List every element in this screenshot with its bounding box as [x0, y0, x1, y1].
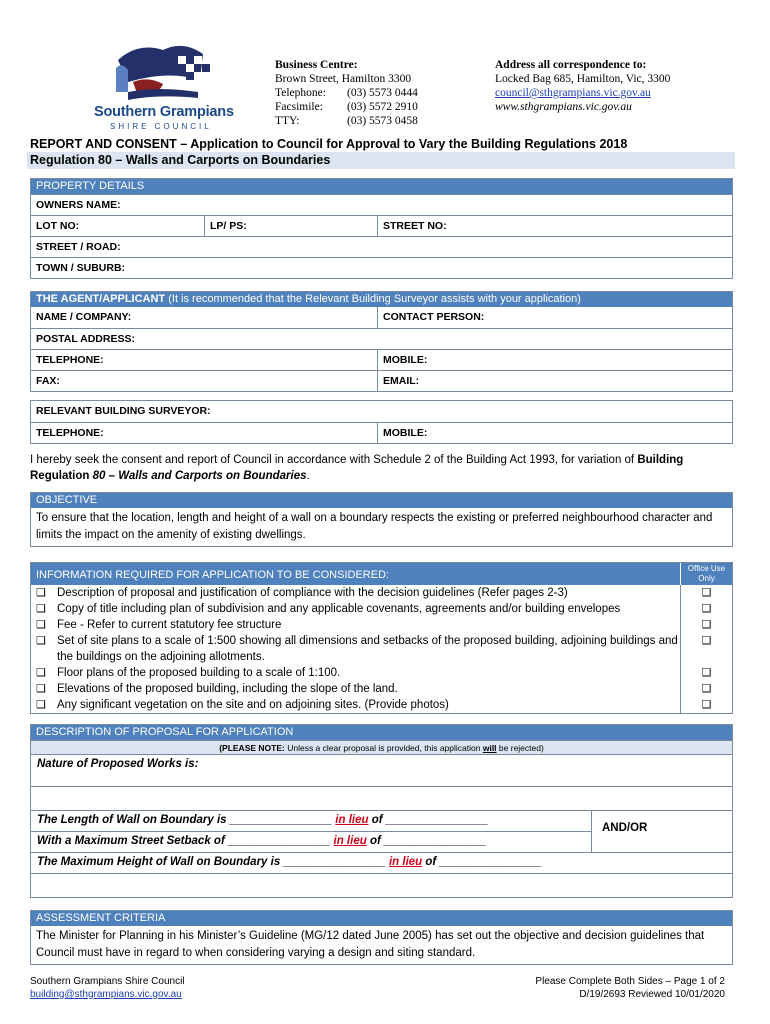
- nature-blank-line[interactable]: [31, 786, 732, 810]
- assessment-text: The Minister for Planning in his Minister’s Guideline (MG/12 dated June 2005) has set out the objective and decision guidelines that Council must have in regard to when considering varying a design and siting standard.: [36, 930, 705, 959]
- surveyor-section: [30, 400, 733, 444]
- checkbox-icon[interactable]: ❑: [36, 683, 46, 695]
- telephone-field[interactable]: TELEPHONE:: [36, 354, 104, 366]
- surveyor-telephone-field[interactable]: TELEPHONE:: [36, 427, 104, 439]
- checkbox-icon[interactable]: ❑: [36, 635, 46, 647]
- info-heading-row: [31, 563, 732, 585]
- footer-left: [30, 975, 185, 1001]
- assessment-criteria-section: [30, 910, 733, 965]
- checkbox-icon[interactable]: ❑: [36, 587, 46, 599]
- office-use-label: Office Use Only: [680, 563, 732, 585]
- objective-text: To ensure that the location, length and height of a wall on a boundary respects the existing or preferred neighbourhood character and limits the impact on the amenity of existing dwellings.: [36, 512, 713, 541]
- checkbox-icon[interactable]: ❑: [36, 699, 46, 711]
- name-row: [31, 307, 732, 328]
- wall-measurements: [31, 810, 732, 852]
- form-subtitle: Regulation 80 – Walls and Carports on Boundaries: [27, 152, 735, 169]
- surveyor-mobile-field[interactable]: MOBILE:: [377, 423, 732, 443]
- office-checkbox-icon[interactable]: ❑: [680, 697, 732, 713]
- fax-row: [31, 370, 732, 391]
- mobile-field[interactable]: MOBILE:: [377, 350, 732, 370]
- list-item: ❑ Fee - Refer to current statutory fee structure ❑: [31, 617, 732, 633]
- street-no-field[interactable]: STREET NO:: [377, 216, 732, 236]
- objective-section: [30, 492, 733, 547]
- council-email-link[interactable]: council@sthgrampians.vic.gov.au: [495, 87, 651, 99]
- property-details-section: [30, 178, 733, 279]
- checkbox-icon[interactable]: ❑: [36, 603, 46, 615]
- business-row: Facsimile: (03) 5572 2910: [275, 101, 418, 113]
- office-checkbox-icon[interactable]: ❑: [680, 601, 732, 617]
- office-checkbox-icon[interactable]: ❑: [680, 665, 732, 681]
- logo-subtext: SHIRE COUNCIL: [110, 122, 212, 131]
- correspondence-heading: Address all correspondence to:: [495, 59, 647, 71]
- section-heading: ASSESSMENT CRITERIA: [31, 911, 732, 926]
- list-item: ❑ Any significant vegetation on the site and on adjoining sites. (Provide photos) ❑: [31, 697, 732, 713]
- section-heading: PROPERTY DETAILS: [31, 179, 732, 194]
- agent-applicant-section: [30, 291, 733, 392]
- fax-field[interactable]: FAX:: [36, 375, 60, 387]
- section-heading: INFORMATION REQUIRED FOR APPLICATION TO BE CONSIDERED:: [36, 569, 390, 581]
- surveyor-phone-row: [31, 422, 732, 443]
- wall-length-field[interactable]: The Length of Wall on Boundary is ________________ in lieu of ________________: [37, 814, 489, 826]
- business-row: Telephone: (03) 5573 0444: [275, 87, 418, 99]
- street-setback-field[interactable]: With a Maximum Street Setback of ________________ in lieu of ________________: [31, 831, 591, 852]
- proposal-section: [30, 724, 733, 898]
- business-address: Brown Street, Hamilton 3300: [275, 73, 412, 85]
- office-checkbox-icon[interactable]: ❑: [680, 681, 732, 697]
- phone-row: [31, 349, 732, 370]
- town-suburb-field[interactable]: TOWN / SUBURB:: [31, 257, 732, 278]
- lot-row: [31, 215, 732, 236]
- footer-doc-ref: D/19/2693 Reviewed 10/01/2020: [579, 989, 725, 1000]
- owners-name-field[interactable]: OWNERS NAME:: [31, 194, 732, 215]
- surveyor-field[interactable]: RELEVANT BUILDING SURVEYOR:: [36, 405, 211, 417]
- height-blank-line[interactable]: [31, 873, 732, 897]
- consent-paragraph: I hereby seek the consent and report of Council in accordance with Schedule 2 of the Building Act 1993, for variation of Building Regulation 80 – Walls and Carports on Boundaries.: [30, 454, 684, 482]
- list-item: ❑ Copy of title including plan of subdivision and any applicable covenants, agreements and/or building envelopes ❑: [31, 601, 732, 617]
- list-item: ❑ Description of proposal and justification of compliance with the decision guidelines (Refer pages 2-3) ❑: [31, 585, 732, 601]
- list-item: ❑ Elevations of the proposed building, including the slope of the land. ❑: [31, 681, 732, 697]
- correspondence-address: Locked Bag 685, Hamilton, Vic, 3300: [495, 73, 671, 85]
- andor-label: AND/OR: [591, 811, 732, 852]
- checkbox-icon[interactable]: ❑: [36, 619, 46, 631]
- footer-council-name: Southern Grampians Shire Council: [30, 976, 185, 987]
- street-road-field[interactable]: STREET / ROAD:: [31, 236, 732, 257]
- section-heading: OBJECTIVE: [31, 493, 732, 508]
- postal-address-field[interactable]: POSTAL ADDRESS:: [31, 328, 732, 349]
- information-required-section: [30, 562, 733, 714]
- business-centre: [275, 58, 418, 128]
- business-heading: Business Centre:: [275, 59, 358, 71]
- footer-right: [520, 975, 725, 1001]
- correspondence: [495, 58, 670, 114]
- logo-text: Southern Grampians: [94, 104, 234, 120]
- section-heading: DESCRIPTION OF PROPOSAL FOR APPLICATION: [31, 725, 732, 740]
- name-company-field[interactable]: NAME / COMPANY:: [36, 311, 132, 323]
- checkbox-icon[interactable]: ❑: [36, 667, 46, 679]
- business-row: TTY: (03) 5573 0458: [275, 115, 418, 127]
- wall-height-field[interactable]: The Maximum Height of Wall on Boundary is ________________ in lieu of ________________: [31, 852, 732, 873]
- form-title: REPORT AND CONSENT – Application to Council for Approval to Vary the Building Regulations 2018: [30, 137, 628, 151]
- section-heading: THE AGENT/APPLICANT (It is recommended that the Relevant Building Surveyor assists with your application): [31, 292, 732, 307]
- office-checkbox-icon[interactable]: ❑: [680, 585, 732, 601]
- lot-no-field[interactable]: LOT NO:: [36, 220, 80, 232]
- proposal-note: (PLEASE NOTE: Unless a clear proposal is provided, this application will be rejected): [31, 740, 732, 754]
- office-checkbox-icon[interactable]: ❑: [680, 617, 732, 633]
- page-header: [0, 0, 770, 130]
- email-field[interactable]: EMAIL:: [377, 371, 732, 391]
- lp-ps-field[interactable]: LP/ PS:: [204, 216, 377, 236]
- list-item: ❑ Set of site plans to a scale of 1:500 showing all dimensions and setbacks of the proposed building, adjoining buildings and the buildings on the adjoining allotments. ❑: [31, 633, 732, 665]
- footer-email-link[interactable]: building@sthgrampians.vic.gov.au: [30, 989, 182, 1000]
- footer-page-info: Please Complete Both Sides – Page 1 of 2: [535, 976, 725, 987]
- council-web-link[interactable]: www.sthgrampians.vic.gov.au: [495, 101, 632, 113]
- contact-person-field[interactable]: CONTACT PERSON:: [377, 307, 732, 328]
- list-item: ❑ Floor plans of the proposed building to a scale of 1:100. ❑: [31, 665, 732, 681]
- office-checkbox-icon[interactable]: ❑: [680, 633, 732, 665]
- nature-of-works-field[interactable]: Nature of Proposed Works is:: [31, 754, 732, 786]
